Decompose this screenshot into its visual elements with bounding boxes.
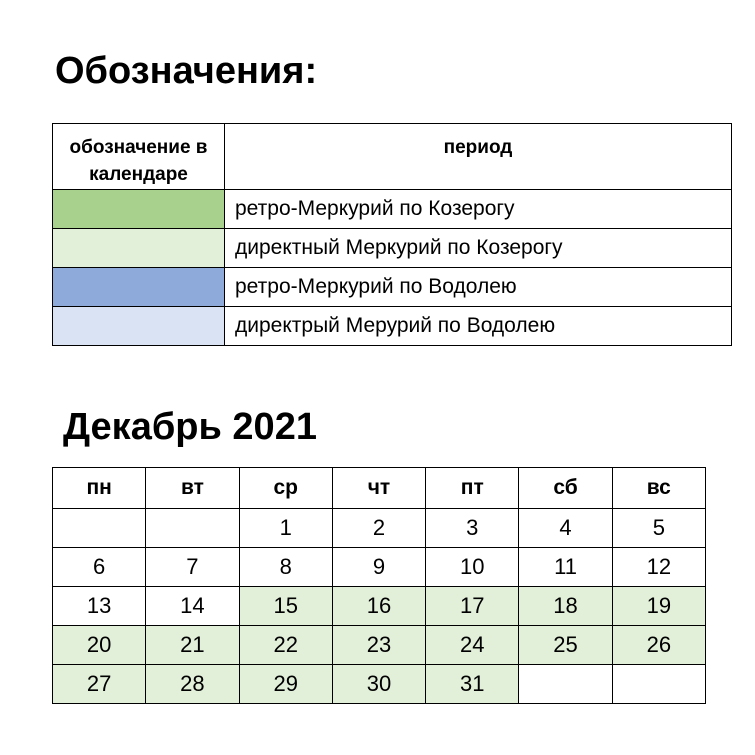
weekday-header: чт <box>332 468 425 509</box>
weekday-header: пн <box>53 468 146 509</box>
legend-color-swatch <box>53 268 225 307</box>
calendar-week-row <box>53 587 706 626</box>
legend-color-swatch <box>53 190 225 229</box>
calendar-day-cell: 7 <box>146 548 239 587</box>
legend-period-label: директрый Мерурий по Водолею <box>225 307 732 346</box>
calendar-day-cell: 15 <box>239 587 332 626</box>
legend-period-label: ретро-Меркурий по Козерогу <box>225 190 732 229</box>
calendar-day-cell: 12 <box>612 548 705 587</box>
legend-table <box>52 123 732 346</box>
calendar-day-cell: 11 <box>519 548 612 587</box>
weekday-row <box>53 468 706 509</box>
legend-title: Обозначения: <box>55 50 318 92</box>
calendar-day-cell: 29 <box>239 665 332 704</box>
calendar-day-cell: 28 <box>146 665 239 704</box>
legend-row <box>53 307 732 346</box>
calendar-empty-cell <box>53 509 146 548</box>
legend-color-swatch <box>53 229 225 268</box>
legend-header-marker: обозначение в календаре <box>53 124 225 190</box>
calendar-day-cell: 17 <box>426 587 519 626</box>
legend-period-label: ретро-Меркурий по Водолею <box>225 268 732 307</box>
calendar-week-row <box>53 626 706 665</box>
calendar-day-cell: 5 <box>612 509 705 548</box>
calendar-day-cell: 21 <box>146 626 239 665</box>
calendar-day-cell: 16 <box>332 587 425 626</box>
calendar-empty-cell <box>146 509 239 548</box>
calendar-day-cell: 3 <box>426 509 519 548</box>
calendar-day-cell: 26 <box>612 626 705 665</box>
weekday-header: вт <box>146 468 239 509</box>
legend-row <box>53 268 732 307</box>
calendar-day-cell: 6 <box>53 548 146 587</box>
legend-header-row <box>53 124 732 190</box>
legend-period-label: директный Меркурий по Козерогу <box>225 229 732 268</box>
calendar-day-cell: 20 <box>53 626 146 665</box>
calendar-day-cell: 10 <box>426 548 519 587</box>
weekday-header: сб <box>519 468 612 509</box>
calendar-day-cell: 25 <box>519 626 612 665</box>
calendar-day-cell: 13 <box>53 587 146 626</box>
calendar-day-cell: 24 <box>426 626 519 665</box>
calendar-day-cell: 22 <box>239 626 332 665</box>
calendar-week-row <box>53 548 706 587</box>
weekday-header: пт <box>426 468 519 509</box>
calendar-day-cell: 14 <box>146 587 239 626</box>
calendar-week-row <box>53 665 706 704</box>
calendar-day-cell: 30 <box>332 665 425 704</box>
calendar-empty-cell <box>519 665 612 704</box>
weekday-header: вс <box>612 468 705 509</box>
calendar-day-cell: 8 <box>239 548 332 587</box>
calendar-day-cell: 9 <box>332 548 425 587</box>
calendar-table <box>52 467 706 704</box>
calendar-day-cell: 4 <box>519 509 612 548</box>
legend-color-swatch <box>53 307 225 346</box>
legend-header-period: период <box>225 124 732 190</box>
calendar-day-cell: 18 <box>519 587 612 626</box>
calendar-empty-cell <box>612 665 705 704</box>
calendar-day-cell: 31 <box>426 665 519 704</box>
calendar-day-cell: 2 <box>332 509 425 548</box>
weekday-header: ср <box>239 468 332 509</box>
calendar-day-cell: 1 <box>239 509 332 548</box>
legend-row <box>53 190 732 229</box>
calendar-day-cell: 19 <box>612 587 705 626</box>
legend-row <box>53 229 732 268</box>
calendar-week-row <box>53 509 706 548</box>
calendar-title: Декабрь 2021 <box>63 406 317 448</box>
calendar-day-cell: 27 <box>53 665 146 704</box>
calendar-day-cell: 23 <box>332 626 425 665</box>
